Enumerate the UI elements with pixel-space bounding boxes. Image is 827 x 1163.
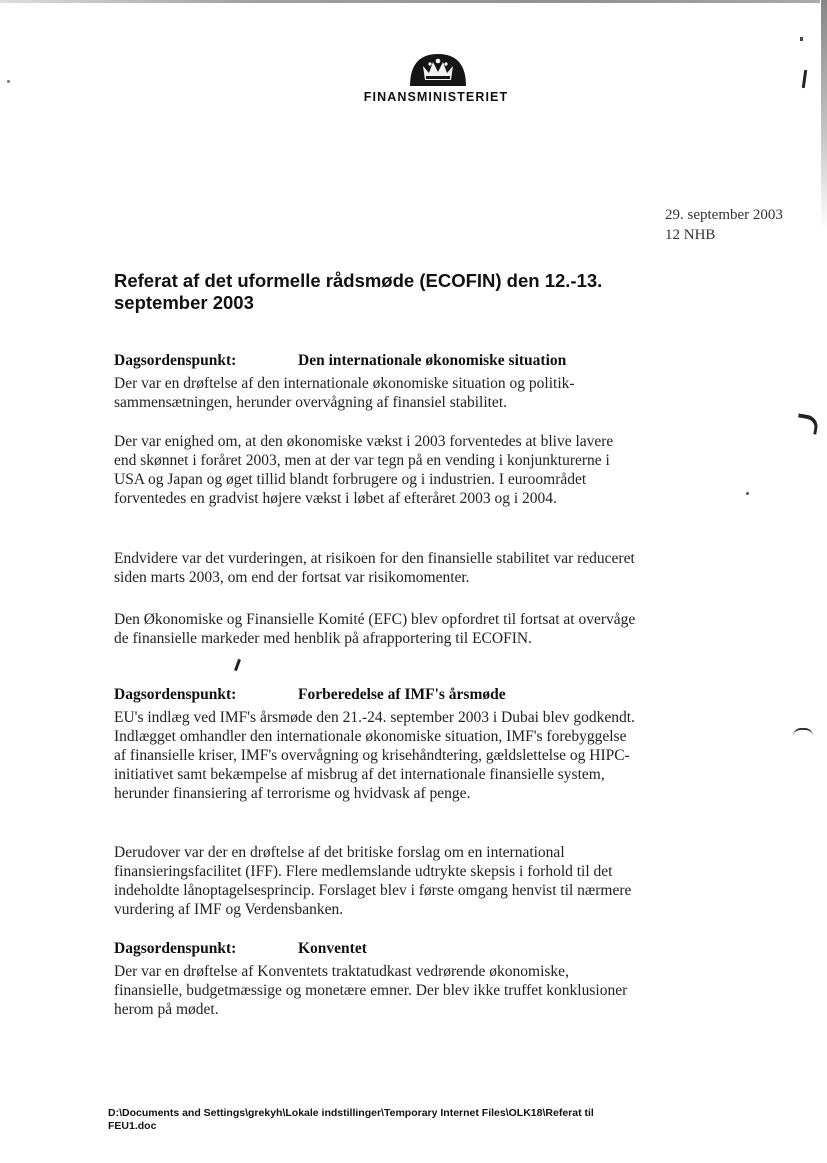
paragraph: Der var en drøftelse af den internationale økonomiske situation og politik-sammensætningen, herunder overvågning af finansiel stabilitet. <box>114 375 575 411</box>
agenda-title: Forberedelse af IMF's årsmøde <box>298 686 506 703</box>
document-title: Referat af det uformelle rådsmøde (ECOFIN) den 12.-13. september 2003 <box>114 270 603 313</box>
agenda-label: Dagsordenspunkt: <box>114 940 237 957</box>
crown-icon <box>408 52 468 86</box>
agenda-label: Dagsordenspunkt: <box>114 352 237 369</box>
scan-mark <box>796 413 820 434</box>
paragraph: Den Økonomiske og Finansielle Komité (EFC) blev opfordret til fortsat at overvåge de finansielle markeder med henblik på afrapportering til ECOFIN. <box>114 611 636 647</box>
file-path-footer: D:\Documents and Settings\grekyh\Lokale indstillinger\Temporary Internet Files\OLK18\Referat til FEU1.doc <box>108 1107 594 1132</box>
ministry-name: FINANSMINISTERIET <box>363 90 509 104</box>
scan-border-corner <box>821 0 827 230</box>
agenda-item-heading <box>114 352 566 370</box>
scan-mark <box>802 70 807 88</box>
agenda-label: Dagsordenspunkt: <box>114 686 237 703</box>
paragraph: Der var enighed om, at den økonomiske vækst i 2003 forventedes at blive lavere end skønnet i foråret 2003, men at der var tegn på en vending i konjunkturerne i USA og Japan og øget tillid blandt forbrugere og i industrien. I euroområdet forventedes en gradvist højere vækst i løbet af efteråret 2003 og i 2004. <box>114 433 614 507</box>
agenda-item-heading <box>114 940 367 958</box>
scan-mark <box>234 659 241 671</box>
document-date: 29. september 2003 <box>665 207 783 223</box>
agenda-title: Den internationale økonomiske situation <box>298 352 567 369</box>
scan-mark <box>793 728 813 736</box>
scan-mark <box>7 80 10 83</box>
paragraph: Endvidere var det vurderingen, at risikoen for den finansielle stabilitet var reduceret siden marts 2003, om end der fortsat var risikomomenter. <box>114 550 635 586</box>
document-reference: 12 NHB <box>665 227 716 243</box>
paragraph: Derudover var der en drøftelse af det britiske forslag om en international finansieringsfacilitet (IFF). Flere medlemslande udtrykte skepsis i forhold til det indeholdte lånoptagelsesprincip. Forslaget blev i første omgang henvist til nærmere vurdering af IMF og Verdensbanken. <box>114 844 632 918</box>
document-meta <box>665 205 783 245</box>
scan-border-top <box>0 0 820 3</box>
scan-mark <box>800 37 803 41</box>
agenda-item-heading <box>114 686 506 704</box>
paragraph: Der var en drøftelse af Konventets traktatudkast vedrørende økonomiske, finansielle, budgetmæssige og monetære emner. Der blev ikke truffet konklusioner herom på mødet. <box>114 963 628 1018</box>
paragraph: EU's indlæg ved IMF's årsmøde den 21.-24. september 2003 i Dubai blev godkendt. Indlægget omhandler den internationale økonomiske situation, IMF's forebyggelse af finansielle kriser, IMF's overvågning og krisehåndtering, gældslettelse og HIPC-initiativet samt bekæmpelse af misbrug af det internationale finansielle system, herunder finansiering af terrorisme og hvidvask af penge. <box>114 709 635 802</box>
agenda-title: Konventet <box>298 940 367 957</box>
scan-mark <box>746 492 749 495</box>
